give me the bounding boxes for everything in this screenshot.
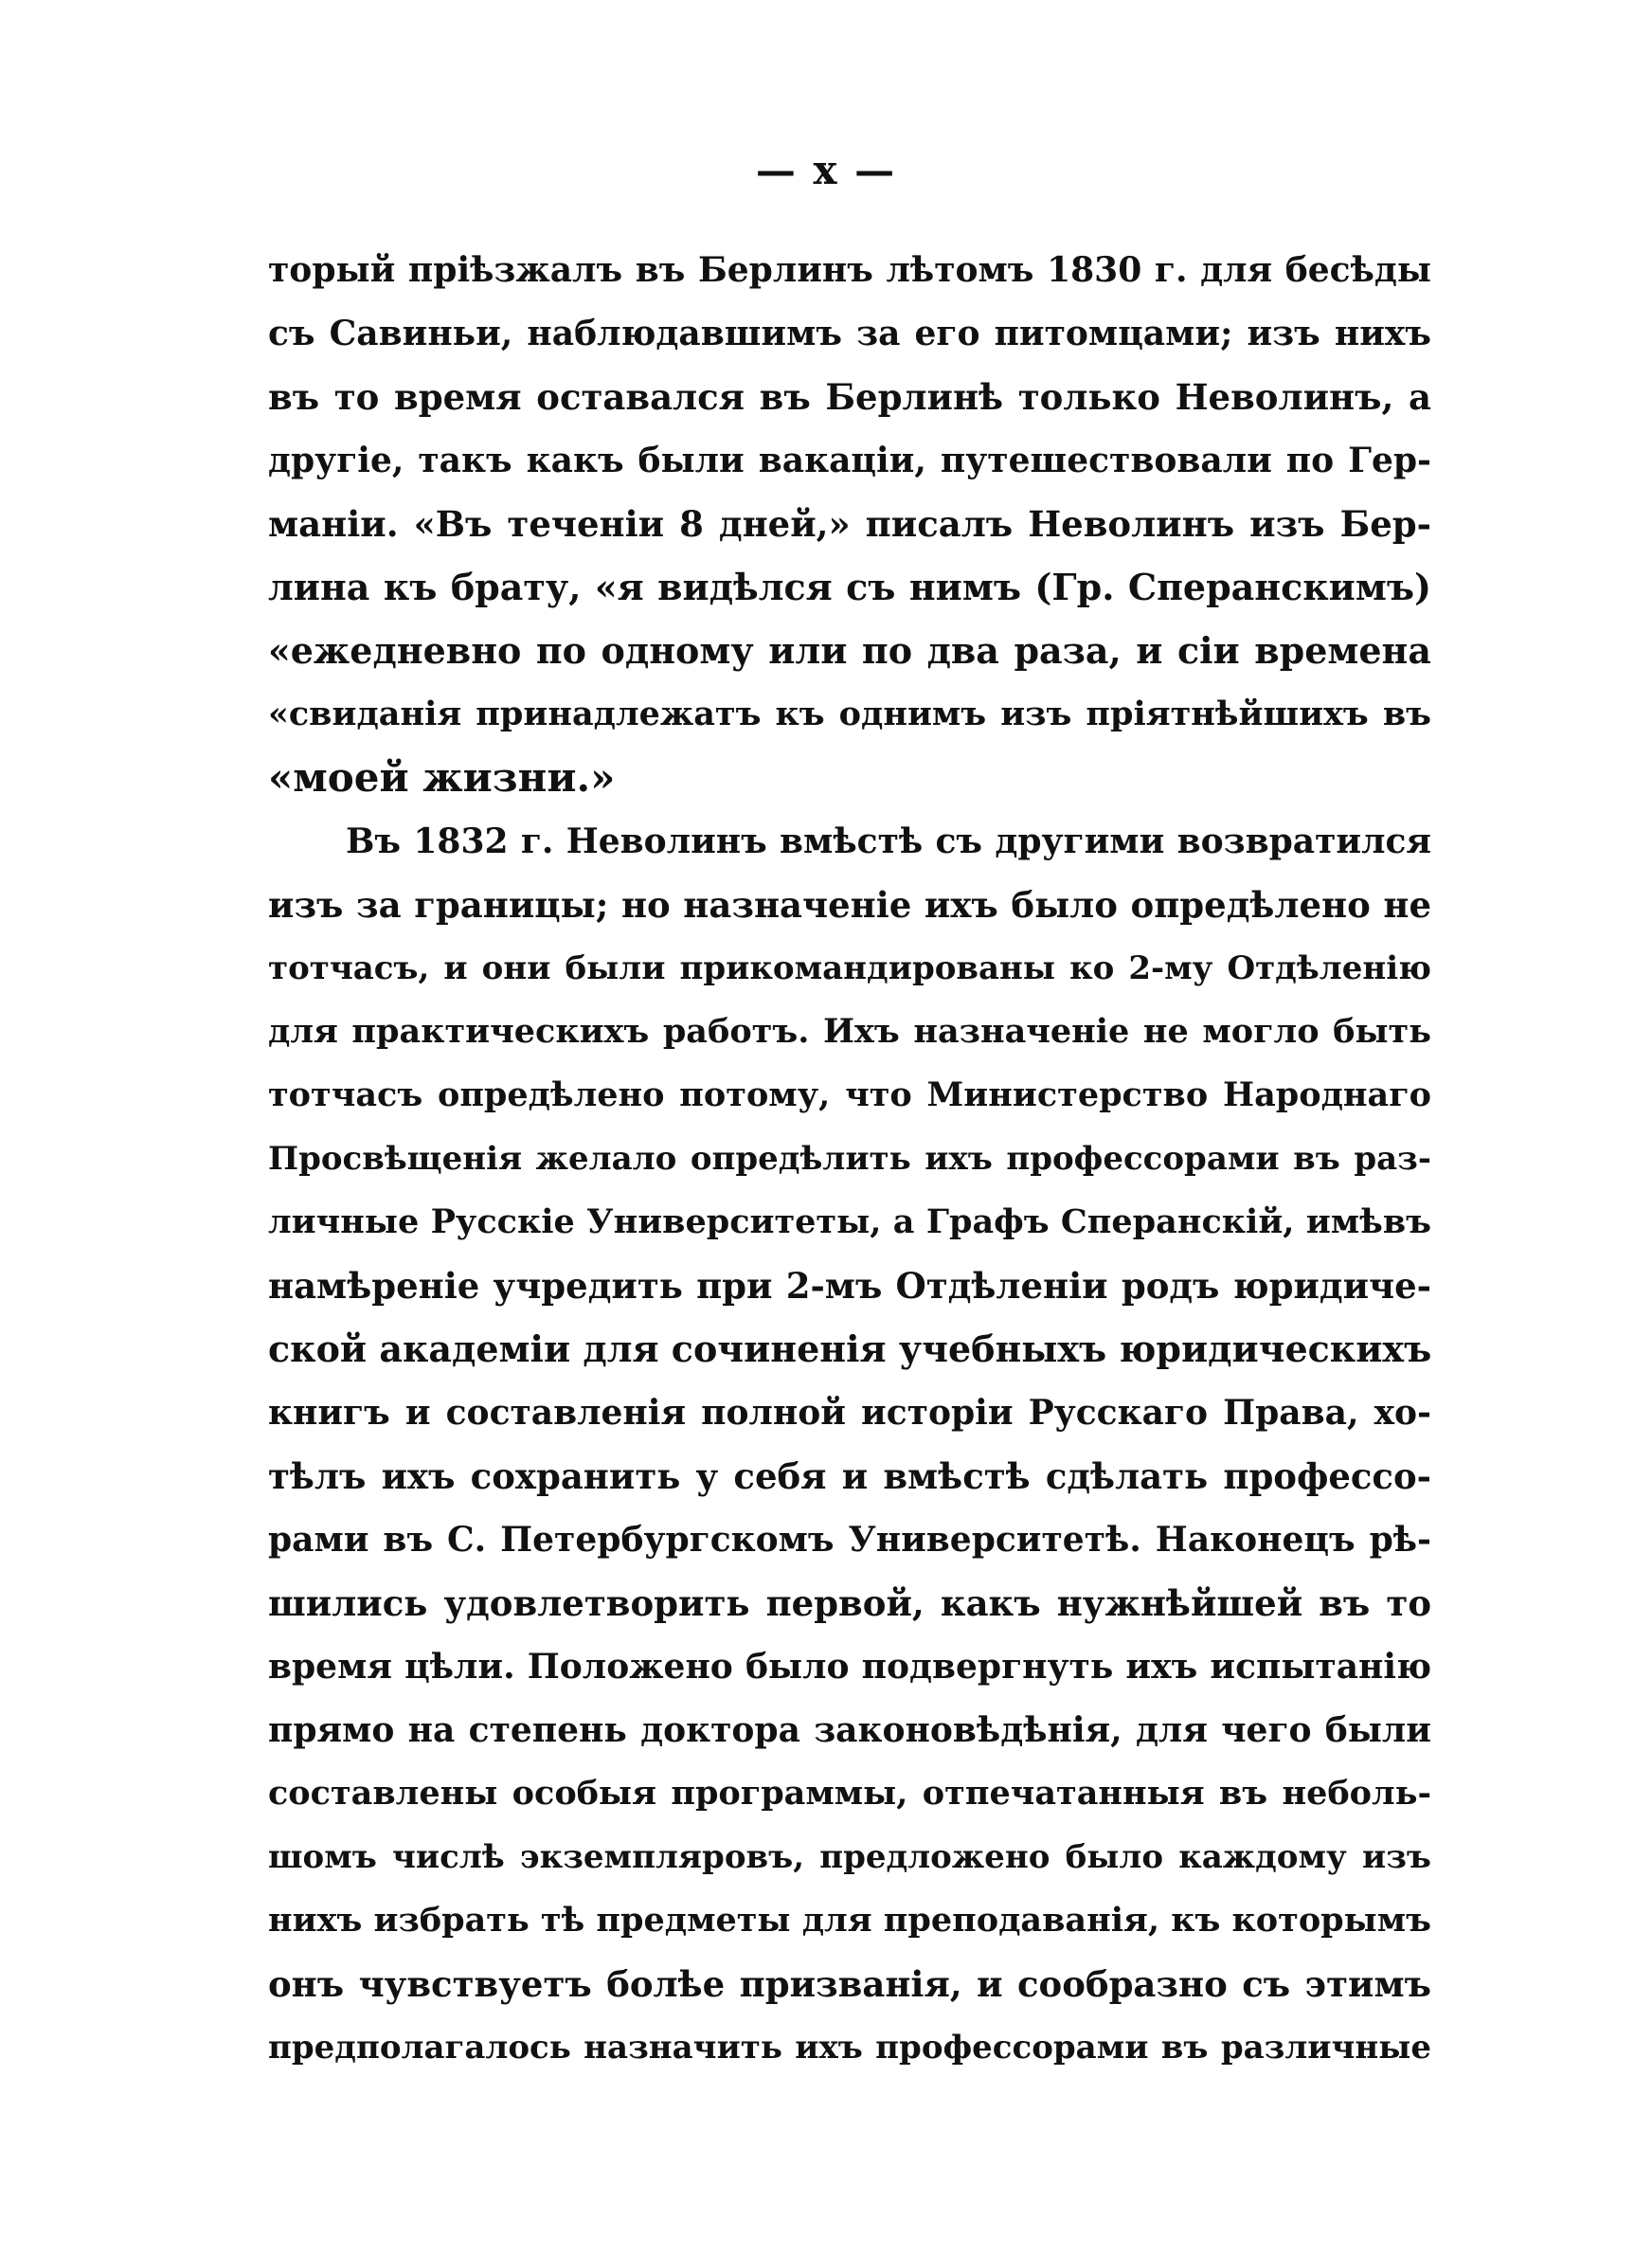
text-line: шомъ числѣ экземпляровъ, предложено было каждому изъ: [268, 1838, 1431, 1876]
text-line: намѣреніе учредить при 2-мъ Отдѣленіи родъ юридиче-: [268, 1265, 1431, 1307]
text-line: тѣлъ ихъ сохранить у себя и вмѣстѣ сдѣлать профессо-: [268, 1455, 1431, 1497]
text-line: «ежедневно по одному или по два раза, и сіи времена: [268, 629, 1431, 672]
text-line: другіе, такъ какъ были вакаціи, путешествовали по Гер-: [268, 441, 1431, 480]
text-line: нихъ избрать тѣ предметы для преподаванія, къ которымъ: [268, 1901, 1431, 1940]
text-line: рами въ С. Петербургскомъ Университетѣ. Наконецъ рѣ-: [268, 1520, 1431, 1560]
text-line: лина къ брату, «я видѣлся съ нимъ (Гр. Сперанскимъ): [268, 566, 1431, 608]
page-number: — x —: [755, 147, 897, 193]
text-line: онъ чувствуетъ болѣе призванія, и сообразно съ этимъ: [268, 1963, 1431, 2005]
text-line: тотчасъ, и они были прикомандированы ко 2-му Отдѣленію: [268, 949, 1431, 987]
text-line: прямо на степень доктора законовѣдѣнія, для чего были: [268, 1710, 1431, 1750]
text-line: съ Савиньи, наблюдавшимъ за его питомцами; изъ нихъ: [268, 314, 1431, 353]
text-line: предполагалось назначить ихъ профессорами въ различные: [268, 2029, 1431, 2067]
text-line: «моей жизни.»: [268, 754, 616, 801]
text-line: книгъ и составленія полной исторіи Русскаго Права, хо-: [268, 1393, 1431, 1433]
text-line: время цѣли. Положено было подвергнуть ихъ испытанію: [268, 1647, 1431, 1687]
text-line: ской академіи для сочиненія учебныхъ юридическихъ: [268, 1327, 1432, 1370]
text-line: тотчасъ опредѣлено потому, что Министерство Народнаго: [268, 1075, 1431, 1114]
text-line: маніи. «Въ теченіи 8 дней,» писалъ Неволинъ изъ Бер-: [268, 503, 1431, 545]
text-line: «свиданія принадлежатъ къ однимъ изъ пріятнѣйшихъ въ: [268, 695, 1431, 733]
text-line: личные Русскіе Университеты, а Графъ Сперанскій, имѣвъ: [268, 1202, 1431, 1241]
text-line: составлены особыя программы, отпечатанныя въ неболь-: [268, 1774, 1431, 1813]
text-line: изъ за границы; но назначеніе ихъ было опредѣлено не: [268, 884, 1431, 926]
text-line: въ то время оставался въ Берлинѣ только Неволинъ, а: [268, 376, 1431, 418]
text-line: Въ 1832 г. Неволинъ вмѣстѣ съ другими возвратился: [346, 822, 1431, 861]
text-line: Просвѣщенія желало опредѣлить ихъ профессорами въ раз-: [268, 1140, 1431, 1178]
text-line: для практическихъ работъ. Ихъ назначеніе не могло быть: [268, 1012, 1431, 1051]
text-line: шились удовлетворить первой, какъ нужнѣйшей въ то: [268, 1582, 1431, 1624]
text-line: торый пріѣзжалъ въ Берлинъ лѣтомъ 1830 г. для бесѣды: [268, 250, 1431, 290]
